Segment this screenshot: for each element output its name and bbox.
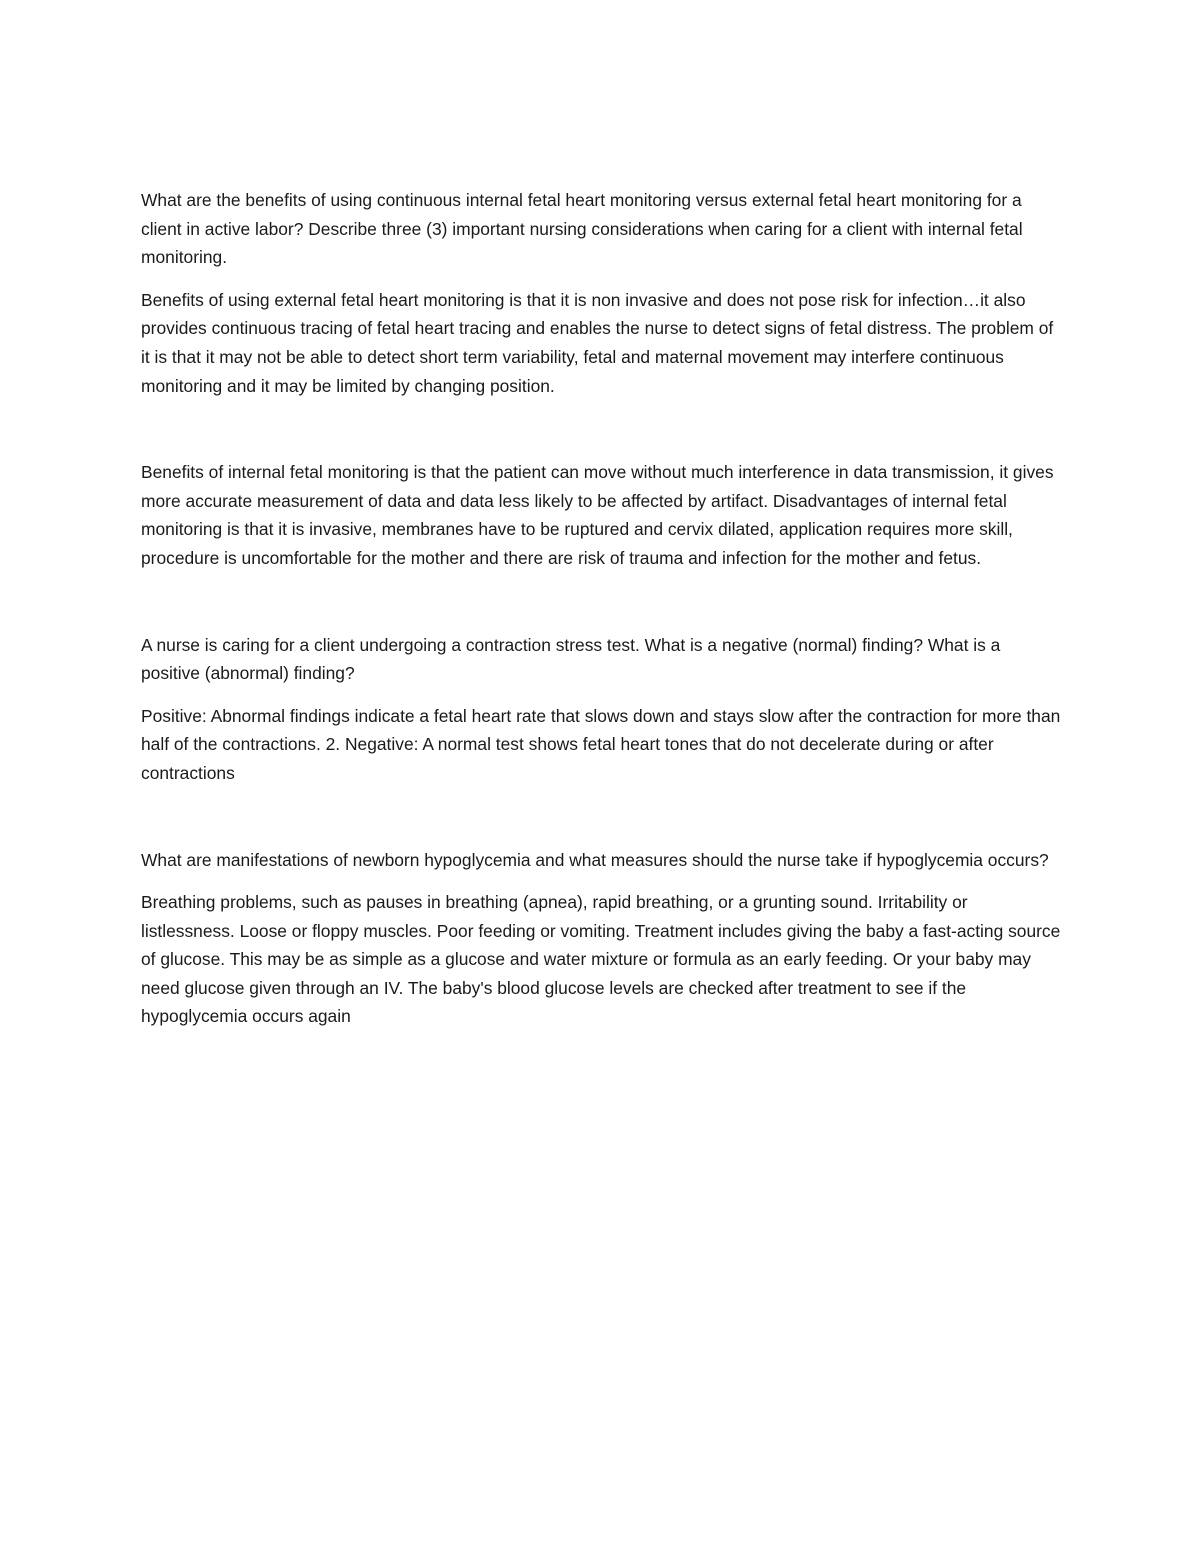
question-newborn-hypoglycemia: What are manifestations of newborn hypoglycemia and what measures should the nurse take if hypoglycemia occurs? [141, 849, 1049, 870]
question-fetal-monitoring: What are the benefits of using continuous internal fetal heart monitoring versus external fetal heart monitoring for a client in active labor? Describe three (3) important nursing considerations when caring for a client with internal fetal monitoring. [141, 190, 1023, 268]
document-body [141, 186, 1061, 1031]
answer-internal-monitoring: Benefits of internal fetal monitoring is that the patient can move without much interference in data transmission, it gives more accurate measurement of data and data less likely to be affected by artifact. Disadvantages of internal fetal monitoring is that it is invasive, membranes have to be ruptured and cervix dilated, application requires more skill, procedure is uncomfortable for the mother and there are risk of trauma and infection for the mother and fetus. [141, 462, 1054, 568]
paragraph-spacer [141, 788, 1061, 846]
question-contraction-stress-test: A nurse is caring for a client undergoing a contraction stress test. What is a negative (normal) finding? What is a positive (abnormal) finding? [141, 634, 1001, 684]
answer-contraction-stress-test: Positive: Abnormal findings indicate a fetal heart rate that slows down and stays slow after the contraction for more than half of the contractions. 2. Negative: A normal test shows fetal heart tones that do not decelerate during or after contractions [141, 705, 1061, 783]
answer-newborn-hypoglycemia: Breathing problems, such as pauses in breathing (apnea), rapid breathing, or a grunting sound. Irritability or listlessness. Loose or floppy muscles. Poor feeding or vomiting. Treatment includes giving the baby a fast-acting source of glucose. This may be as simple as a glucose and water mixture or formula as an early feeding. Or your baby may need glucose given through an IV. The baby's blood glucose levels are checked after treatment to see if the hypoglycemia occurs again [141, 892, 1061, 1027]
paragraph-spacer [141, 400, 1061, 458]
paragraph-spacer [141, 573, 1061, 631]
paragraph-spacer [141, 272, 1061, 286]
answer-external-monitoring: Benefits of using external fetal heart monitoring is that it is non invasive and does not pose risk for infection…it also provides continuous tracing of fetal heart tracing and enables the nurse to detect signs of fetal distress. The problem of it is that it may not be able to detect short term variability, fetal and maternal movement may interfere continuous monitoring and it may be limited by changing position. [141, 289, 1054, 396]
paragraph-spacer [141, 688, 1061, 702]
paragraph-spacer [141, 874, 1061, 888]
